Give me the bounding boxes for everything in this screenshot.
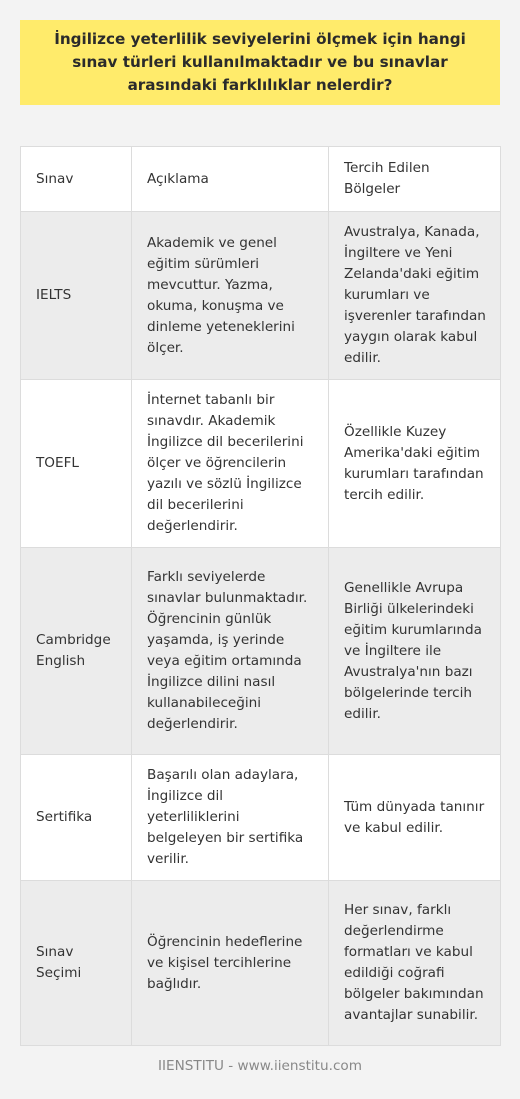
- table-header-row: [21, 147, 501, 212]
- column-header-exam: Sınav: [21, 147, 132, 212]
- table-row: [21, 548, 501, 755]
- footer-credit: IIENSTITU - www.iienstitu.com: [158, 1058, 362, 1074]
- exam-cell: Sertifika: [21, 755, 132, 881]
- description-cell: Farklı seviyelerde sınavlar bulunmaktadır. Öğrencinin günlük yaşamda, iş yerinde veya eğitim ortamında İngilizce dilini nasıl kullanabileceğini değerlendirir.: [132, 548, 329, 755]
- regions-cell: Her sınav, farklı değerlendirme formatları ve kabul edildiği coğrafi bölgeler bakımından avantajlar sunabilir.: [329, 881, 501, 1046]
- exam-cell: Cambridge English: [21, 548, 132, 755]
- regions-cell: Genellikle Avrupa Birliği ülkelerindeki eğitim kurumlarında ve İngiltere ile Avustralya'nın bazı bölgelerinde tercih edilir.: [329, 548, 501, 755]
- column-header-description: Açıklama: [132, 147, 329, 212]
- table-row: [21, 212, 501, 380]
- exam-cell: IELTS: [21, 212, 132, 380]
- regions-cell: Özellikle Kuzey Amerika'daki eğitim kurumları tarafından tercih edilir.: [329, 380, 501, 548]
- regions-cell: Tüm dünyada tanınır ve kabul edilir.: [329, 755, 501, 881]
- page-title: İngilizce yeterlilik seviyelerini ölçmek için hangi sınav türleri kullanılmaktadır ve bu sınavlar arasındaki farklılıklar nelerdir?: [54, 30, 466, 94]
- column-header-regions: Tercih Edilen Bölgeler: [329, 147, 501, 212]
- table-row: [21, 755, 501, 881]
- description-cell: Başarılı olan adaylara, İngilizce dil yeterliliklerini belgeleyen bir sertifika verilir.: [132, 755, 329, 881]
- exam-comparison-table: [20, 146, 501, 1046]
- table-row: [21, 380, 501, 548]
- title-banner: [20, 20, 500, 105]
- exam-cell: TOEFL: [21, 380, 132, 548]
- description-cell: Öğrencinin hedeflerine ve kişisel tercihlerine bağlıdır.: [132, 881, 329, 1046]
- table-row: [21, 881, 501, 1046]
- exam-cell: Sınav Seçimi: [21, 881, 132, 1046]
- description-cell: İnternet tabanlı bir sınavdır. Akademik İngilizce dil becerilerini ölçer ve öğrencilerin yazılı ve sözlü İngilizce dil becerilerini değerlendirir.: [132, 380, 329, 548]
- description-cell: Akademik ve genel eğitim sürümleri mevcuttur. Yazma, okuma, konuşma ve dinleme yeteneklerini ölçer.: [132, 212, 329, 380]
- regions-cell: Avustralya, Kanada, İngiltere ve Yeni Zelanda'daki eğitim kurumları ve işverenler tarafından yaygın olarak kabul edilir.: [329, 212, 501, 380]
